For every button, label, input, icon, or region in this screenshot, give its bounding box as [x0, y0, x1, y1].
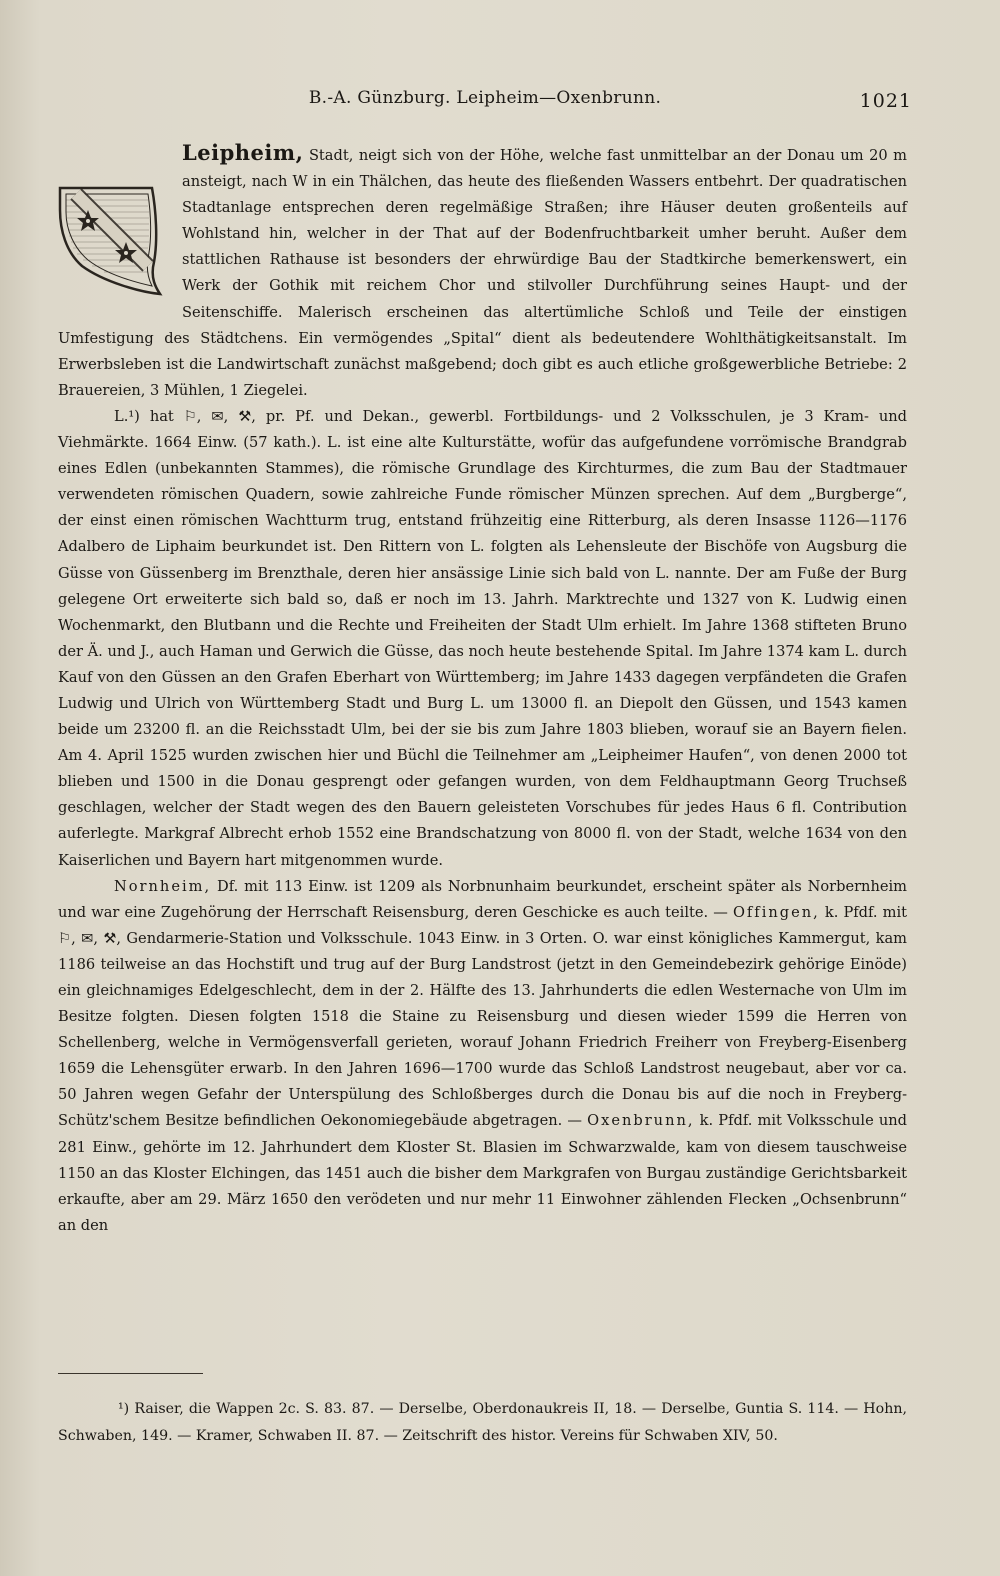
paragraph-leipheim-text: Stadt, neigt sich von der Höhe, welche fast unmittelbar an der Donau um 20 m ansteigt, nach W in ein Thälchen, das heute des fließenden Wassers entbehrt. Der quadratischen Stadtanlage entsprechen deren regelmäßige Straßen; ihre Häuser deuten großenteils auf Wohlstand hin, welcher in der That auf der Bodenfruchtbarkeit umher beruht. Außer dem stattlichen Rathause ist besonders der ehrwürdige Bau der Stadtkirche bemerkenswert, ein Werk der Gothik mit reichem Chor und stilvoller Durchführung seines Haupt- und der Seitenschiffe. Malerisch erscheinen das altertümliche Schloß und Teile der einstigen Umfestigung des Städtchens. Ein vermögendes „Spital“ dient als bedeutendere Wohlthätigkeitsanstalt. Im Erwerbsleben ist die Landwirtschaft zunächst maßgebend; doch gibt es auch etliche großgewerbliche Betriebe: 2 Brauereien, 3 Mühlen, 1 Ziegelei.	[58, 147, 907, 399]
paragraph-leipheim	[58, 140, 907, 404]
paragraph-history: L.¹) hat ⚐, ✉, ⚒, pr. Pf. und Dekan., gewerbl. Fortbildungs- und 2 Volksschulen, je 3 Kram- und Viehmärkte. 1664 Einw. (57 kath.). L. ist eine alte Kulturstätte, wofür das aufgefundene vorrömische Brandgrab eines Edlen (unbekannten Stammes), die römische Grundlage des Kirchturmes, die zum Bau der Stadtmauer verwendeten römischen Quadern, sowie zahlreiche Funde römischer Münzen sprechen. Auf dem „Burgberge“, der einst einen römischen Wachtturm trug, entstand frühzeitig eine Ritterburg, als deren Insasse 1126—1176 Adalbero de Liphaim beurkundet ist. Den Rittern von L. folgten als Lehensleute der Bischöfe von Augsburg die Güsse von Güssenberg im Brenzthale, deren hier ansässige Linie sich bald von L. nannte. Der am Fuße der Burg gelegene Ort erweiterte sich bald so, daß er noch im 13. Jahrh. Marktrechte und 1327 von K. Ludwig einen Wochenmarkt, den Blutbann und die Rechte und Freiheiten der Stadt Ulm erhielt. Im Jahre 1368 stifteten Bruno der Ä. und J., auch Haman und Gerwich die Güsse, das noch heute bestehende Spital. Im Jahre 1374 kam L. durch Kauf von den Güssen an den Grafen Eberhart von Württemberg; im Jahre 1433 dagegen verpfändeten die Grafen Ludwig und Ulrich von Württemberg Stadt und Burg L. um 13000 fl. an Diepolt den Güssen, und 1543 kamen beide um 23200 fl. an die Reichsstadt Ulm, bei der sie bis zum Jahre 1803 blieben, worauf sie an Bayern fielen. Am 4. April 1525 wurden zwischen hier und Büchl die Teilnehmer am „Leipheimer Haufen“, von denen 2000 tot blieben und 1500 in die Donau gesprengt oder gefangen wurden, von dem Feldhauptmann Georg Truchseß geschlagen, welcher der Stadt wegen des den Bauern geleisteten Vorschubes für jedes Haus 6 fl. Contribution auferlegte. Markgraf Albrecht erhob 1552 eine Brandschatzung von 8000 fl. von der Stadt, welche 1634 von den Kaiserlichen und Bayern hart mitgenommen wurde.	[58, 407, 907, 869]
running-title: B.-A. Günzburg. Leipheim—Oxenbrunn.	[308, 88, 662, 108]
coat-of-arms-icon	[52, 170, 170, 300]
oxenbrunn-text: k. Pfdf. mit Volksschule und 281 Einw., gehörte im 12. Jahrhundert dem Kloster St. Blasien im Schwarzwalde, kam von diesem tauschweise 1150 an das Kloster Elchingen, das 1451 auch die bisher dem Markgrafen von Burgau zuständige Gerichtsbarkeit erkaufte, aber am 29. März 1650 den verödeten und nur mehr 11 Einwohner zählenden Flecken „Ochsenbrunn“ an den	[58, 1112, 908, 1234]
footnote-divider	[58, 1373, 203, 1374]
main-text	[58, 140, 907, 1239]
entry-title-leipheim: Leipheim,	[182, 140, 304, 165]
page-number: 1021	[859, 90, 912, 112]
entry-name-offingen: Offingen,	[732, 903, 820, 921]
running-header	[60, 88, 910, 114]
entry-name-nornheim: Nornheim,	[114, 877, 212, 895]
entry-name-oxenbrunn: Oxenbrunn,	[587, 1112, 695, 1130]
offingen-text: k. Pfdf. mit ⚐, ✉, ⚒, Gendarmerie-Station und Volksschule. 1043 Einw. in 3 Orten. O. war einst königliches Kammergut, kam 1186 teilweise an das Hochstift und trug auf der Burg Landstrost (jetzt in den Gemeindebezirk gehörige Einöde) ein gleichnamiges Edelgeschlecht, dem in der 2. Hälfte des 13. Jahrhunderts die edlen Westernache von Ulm im Besitze folgten. Diesen folgten 1518 die Staine zu Reisensburg und diesen wieder 1599 die Herren von Schellenberg, welche in Vermögensverfall gerieten, worauf Johann Friedrich Freiherr von Freyberg-Eisenberg 1659 die Lehensgüter erwarb. In den Jahren 1696—1700 wurde das Schloß Landstrost neugebaut, aber vor ca. 50 Jahren wegen Gefahr der Unterspülung des Schloßberges durch die Donau bis auf die noch in Freyberg-Schütz'schem Besitze befindlichen Oekonomiegebäude abgetragen. —	[58, 903, 907, 1130]
footnote-block	[58, 1396, 907, 1450]
footnote-text: ¹) Raiser, die Wappen 2c. S. 83. 87. — Derselbe, Oberdonaukreis II, 18. — Derselbe, Guntia S. 114. — Hohn, Schwaben, 149. — Kramer, Schwaben II. 87. — Zeitschrift des histor. Vereins für Schwaben XIV, 50.	[58, 1401, 907, 1444]
nornheim-text: Df. mit 113 Einw. ist 1209 als Norbnunhaim beurkundet, erscheint später als Norbernheim und war eine Zugehörung der Herrschaft Reisensburg, deren Geschicke es auch teilte. —	[58, 877, 907, 921]
paragraph-villages	[58, 874, 907, 1239]
